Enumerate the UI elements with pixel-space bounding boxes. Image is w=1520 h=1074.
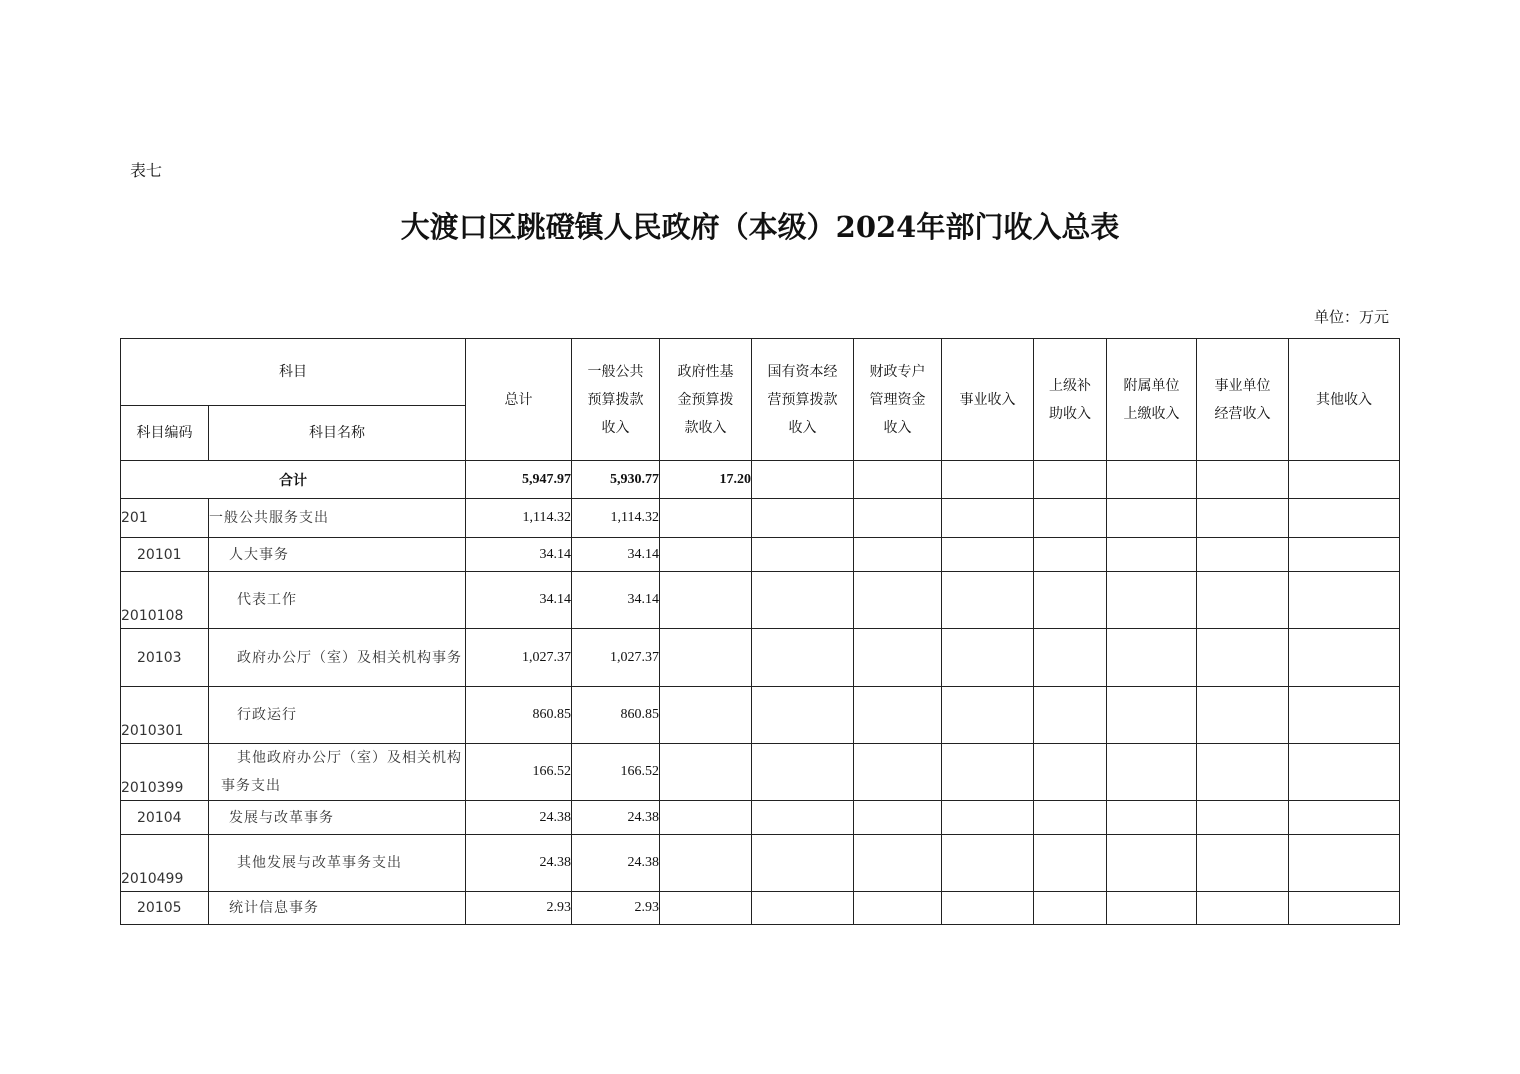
row-code: 2010499 [121,835,209,892]
row-total: 2.93 [466,892,572,925]
row-name: 行政运行 [209,687,466,744]
total-total: 5,947.97 [466,461,572,499]
table-row [121,744,1400,801]
table-row [121,835,1400,892]
row-name: 统计信息事务 [209,892,466,925]
row-code: 20101 [121,538,209,572]
col-affiliated-remit: 附属单位 上缴收入 [1107,339,1197,461]
table-row [121,499,1400,538]
row-code: 20105 [121,892,209,925]
row-total: 34.14 [466,572,572,629]
table-row [121,538,1400,572]
row-general-budget: 24.38 [572,835,660,892]
table-row [121,892,1400,925]
col-state-capital: 国有资本经 营预算拨款 收入 [752,339,854,461]
row-name: 政府办公厅（室）及相关机构事务 [209,629,466,687]
row-total: 34.14 [466,538,572,572]
row-total: 1,027.37 [466,629,572,687]
unit-label: 单位：万元 [1313,308,1389,326]
row-general-budget: 2.93 [572,892,660,925]
col-business-operation: 事业单位 经营收入 [1197,339,1289,461]
header-row-1 [121,339,1400,406]
row-code: 2010399 [121,744,209,801]
col-other-income: 其他收入 [1289,339,1400,461]
col-general-budget: 一般公共 预算拨款 收入 [572,339,660,461]
col-subject: 科目 [121,339,466,406]
col-gov-fund: 政府性基 金预算拨 款收入 [660,339,752,461]
row-code: 20103 [121,629,209,687]
row-total: 24.38 [466,835,572,892]
table-row [121,629,1400,687]
col-subject-code: 科目编码 [121,406,209,461]
row-total: 1,114.32 [466,499,572,538]
col-subject-name: 科目名称 [209,406,466,461]
col-business-income: 事业收入 [942,339,1034,461]
total-gov-fund: 17.20 [660,461,752,499]
row-name: 其他政府办公厅（室）及相关机构事务支出 [209,744,466,801]
table-row [121,801,1400,835]
row-general-budget: 860.85 [572,687,660,744]
row-general-budget: 1,027.37 [572,629,660,687]
col-fiscal-special: 财政专户 管理资金 收入 [854,339,942,461]
row-general-budget: 34.14 [572,572,660,629]
total-general-budget: 5,930.77 [572,461,660,499]
row-name: 代表工作 [209,572,466,629]
col-total: 总计 [466,339,572,461]
page-title: 大渡口区跳磴镇人民政府（本级）2024年部门收入总表 [400,210,1120,244]
row-total: 166.52 [466,744,572,801]
row-name: 其他发展与改革事务支出 [209,835,466,892]
total-row [121,461,1400,499]
total-label: 合计 [121,461,466,499]
row-name: 人大事务 [209,538,466,572]
income-table [120,338,1400,925]
row-code: 2010108 [121,572,209,629]
row-code: 2010301 [121,687,209,744]
row-code: 201 [121,499,209,538]
table-row [121,687,1400,744]
row-total: 860.85 [466,687,572,744]
row-total: 24.38 [466,801,572,835]
col-superior-subsidy: 上级补 助收入 [1034,339,1107,461]
row-name: 一般公共服务支出 [209,499,466,538]
row-code: 20104 [121,801,209,835]
table-row [121,572,1400,629]
row-general-budget: 34.14 [572,538,660,572]
row-name: 发展与改革事务 [209,801,466,835]
table-label: 表七 [130,161,163,180]
row-general-budget: 1,114.32 [572,499,660,538]
row-general-budget: 166.52 [572,744,660,801]
row-general-budget: 24.38 [572,801,660,835]
